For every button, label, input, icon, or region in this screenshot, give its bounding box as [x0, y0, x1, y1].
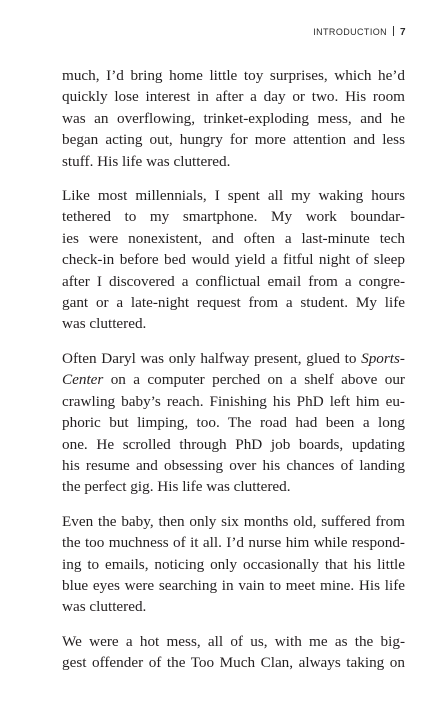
- paragraph-4: [62, 511, 405, 618]
- text-run: on a computer perched on a shelf above our: [103, 371, 405, 389]
- text-line: after I discovered a conflictual email from a congre-: [62, 272, 405, 290]
- text-line: ies were nonexistent, and often a last-minute tech: [62, 229, 405, 247]
- text-line: phoric but limping, too. The road had been a long: [62, 414, 405, 432]
- running-header: [313, 26, 406, 38]
- text-line: [62, 348, 405, 369]
- text-line: Even the baby, then only six months old, suffered from: [62, 512, 405, 530]
- page-body: [62, 65, 405, 687]
- text-line: blue eyes were searching in vain to meet mine. His life: [62, 576, 405, 594]
- text-line: [62, 369, 405, 390]
- text-line: was cluttered.: [62, 598, 147, 616]
- paragraph-2: [62, 185, 405, 335]
- text-line: was an overflowing, trinket-exploding mess, and he: [62, 109, 405, 127]
- text-line: check-in before bed would yield a fitful night of sleep: [62, 251, 405, 269]
- text-line: gest offender of the Too Much Clan, always taking on: [62, 654, 405, 672]
- text-line: crawling baby’s reach. Finishing his PhD left him eu-: [62, 392, 405, 410]
- italic-show-title-cont: Center: [62, 371, 104, 389]
- header-divider: [393, 26, 394, 36]
- text-line: We were a hot mess, all of us, with me as the big-: [62, 632, 405, 650]
- text-line: the perfect gig. His life was cluttered.: [62, 478, 291, 496]
- text-line: was cluttered.: [62, 315, 147, 333]
- text-line: quickly lose interest in after a day or two. His room: [62, 88, 405, 106]
- section-title: INTRODUCTION: [313, 27, 388, 37]
- text-line: ing to emails, noticing only occasionally that his little: [62, 555, 405, 573]
- text-line: the too muchness of it all. I’d nurse him while respond-: [62, 534, 405, 552]
- text-line: began acting out, hungry for more attention and less: [62, 131, 405, 149]
- text-line: much, I’d bring home little toy surprises, which he’d: [62, 67, 405, 84]
- page-number: 7: [400, 27, 406, 38]
- text-line: gant or a late-night request from a student. My life: [62, 294, 405, 312]
- text-line: stuff. His life was cluttered.: [62, 152, 231, 170]
- text-line: Like most millennials, I spent all my waking hours: [62, 187, 405, 205]
- italic-show-title: Sports-: [361, 349, 405, 367]
- paragraph-5: [62, 631, 405, 674]
- paragraph-3: [62, 348, 405, 498]
- paragraph-1: [62, 65, 405, 172]
- text-run: Often Daryl was only halfway present, glued to: [62, 349, 362, 367]
- text-line: his resume and obsessing over his chances of landing: [62, 456, 405, 474]
- text-line: tethered to my smartphone. My work boundar-: [62, 208, 405, 226]
- text-line: one. He scrolled through PhD job boards, updating: [62, 435, 405, 453]
